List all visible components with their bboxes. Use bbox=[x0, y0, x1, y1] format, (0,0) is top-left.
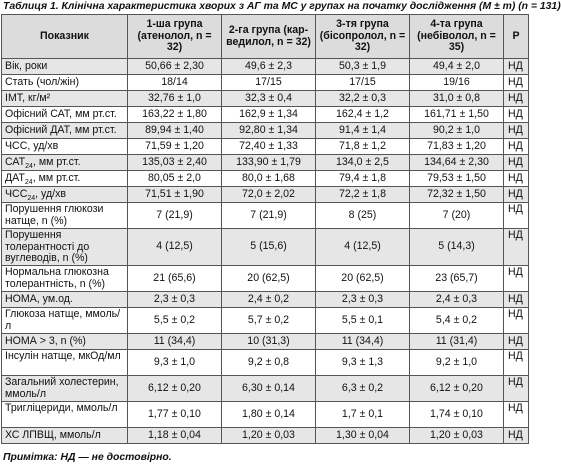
row-label: Стать (чол/жін) bbox=[2, 75, 128, 91]
table-row bbox=[2, 266, 529, 292]
cell-group-4: 2,4 ± 0,3 bbox=[410, 292, 504, 308]
cell-group-4: 79,53 ± 1,50 bbox=[410, 171, 504, 187]
cell-group-2: 162,9 ± 1,34 bbox=[222, 107, 316, 123]
cell-p-value: НД bbox=[504, 187, 529, 203]
row-label: $САТ_{24}$, мм рт.ст. bbox=[2, 155, 128, 171]
cell-p-value: НД bbox=[504, 334, 529, 350]
cell-group-1: 32,76 ± 1,0 bbox=[128, 91, 222, 107]
cell-p-value: НД bbox=[504, 266, 529, 292]
header-p: P bbox=[504, 15, 529, 59]
table-row bbox=[2, 402, 529, 428]
table-row bbox=[2, 75, 529, 91]
header-group-2: 2-га група (кар-ведилол, n = 32) bbox=[222, 15, 316, 59]
cell-p-value: НД bbox=[504, 229, 529, 266]
cell-p-value: НД bbox=[504, 350, 529, 376]
cell-group-2: 9,2 ± 0,8 bbox=[222, 350, 316, 376]
cell-group-3: 71,8 ± 1,2 bbox=[316, 139, 410, 155]
cell-group-2: 2,4 ± 0,2 bbox=[222, 292, 316, 308]
row-label: Тригліцериди, ммоль/л bbox=[2, 402, 128, 428]
cell-p-value: НД bbox=[504, 155, 529, 171]
cell-group-1: 2,3 ± 0,3 bbox=[128, 292, 222, 308]
cell-group-1: 50,66 ± 2,30 bbox=[128, 59, 222, 75]
row-label: Офісний САТ, мм рт.ст. bbox=[2, 107, 128, 123]
row-label: ЧСС, уд/хв bbox=[2, 139, 128, 155]
row-label: Вік, роки bbox=[2, 59, 128, 75]
cell-p-value: НД bbox=[504, 139, 529, 155]
cell-group-1: 4 (12,5) bbox=[128, 229, 222, 266]
cell-group-3: 72,2 ± 1,8 bbox=[316, 187, 410, 203]
cell-group-1: 7 (21,9) bbox=[128, 203, 222, 229]
cell-group-4: 7 (20) bbox=[410, 203, 504, 229]
cell-group-3: 134,0 ± 2,5 bbox=[316, 155, 410, 171]
cell-group-4: 1,74 ± 0,10 bbox=[410, 402, 504, 428]
row-label: Нормальна глюкозна толерантність, n (%) bbox=[2, 266, 128, 292]
table-row bbox=[2, 334, 529, 350]
table-row bbox=[2, 123, 529, 139]
cell-group-3: 4 (12,5) bbox=[316, 229, 410, 266]
cell-group-2: 1,20 ± 0,03 bbox=[222, 428, 316, 444]
cell-group-2: 133,90 ± 1,79 bbox=[222, 155, 316, 171]
cell-p-value: НД bbox=[504, 308, 529, 334]
cell-group-1: 80,05 ± 2,0 bbox=[128, 171, 222, 187]
table-row bbox=[2, 139, 529, 155]
cell-group-3: 162,4 ± 1,2 bbox=[316, 107, 410, 123]
table-row bbox=[2, 229, 529, 266]
cell-group-3: 9,3 ± 1,3 bbox=[316, 350, 410, 376]
row-label: НОМА > 3, n (%) bbox=[2, 334, 128, 350]
cell-group-4: 23 (65,7) bbox=[410, 266, 504, 292]
cell-group-1: 71,59 ± 1,20 bbox=[128, 139, 222, 155]
row-label: Порушення толерантності до вуглеводів, n (%) bbox=[2, 229, 128, 266]
cell-group-4: 90,2 ± 1,0 bbox=[410, 123, 504, 139]
cell-group-1: 135,03 ± 2,40 bbox=[128, 155, 222, 171]
table-row bbox=[2, 203, 529, 229]
cell-group-1: 1,18 ± 0,04 bbox=[128, 428, 222, 444]
cell-group-3: 20 (62,5) bbox=[316, 266, 410, 292]
table-row bbox=[2, 171, 529, 187]
cell-group-3: 32,2 ± 0,3 bbox=[316, 91, 410, 107]
row-label: Інсулін натще, мкОд/мл bbox=[2, 350, 128, 376]
cell-group-2: 5,7 ± 0,2 bbox=[222, 308, 316, 334]
cell-group-2: 72,40 ± 1,33 bbox=[222, 139, 316, 155]
cell-group-4: 134,64 ± 2,30 bbox=[410, 155, 504, 171]
cell-p-value: НД bbox=[504, 75, 529, 91]
cell-group-3: 79,4 ± 1,8 bbox=[316, 171, 410, 187]
cell-group-1: 9,3 ± 1,0 bbox=[128, 350, 222, 376]
cell-group-2: 32,3 ± 0,4 bbox=[222, 91, 316, 107]
cell-group-2: 17/15 bbox=[222, 75, 316, 91]
cell-group-4: 6,12 ± 0,20 bbox=[410, 376, 504, 402]
cell-group-2: 72,0 ± 2,02 bbox=[222, 187, 316, 203]
cell-group-3: 8 (25) bbox=[316, 203, 410, 229]
cell-group-2: 6,30 ± 0,14 bbox=[222, 376, 316, 402]
table-row bbox=[2, 292, 529, 308]
row-label: Офісний ДАТ, мм рт.ст. bbox=[2, 123, 128, 139]
cell-group-1: 1,77 ± 0,10 bbox=[128, 402, 222, 428]
row-label: НОМА, ум.од. bbox=[2, 292, 128, 308]
cell-p-value: НД bbox=[504, 292, 529, 308]
cell-p-value: НД bbox=[504, 171, 529, 187]
cell-group-2: 49,6 ± 2,3 bbox=[222, 59, 316, 75]
cell-group-1: 6,12 ± 0,20 bbox=[128, 376, 222, 402]
cell-group-3: 6,3 ± 0,2 bbox=[316, 376, 410, 402]
cell-group-1: 71,51 ± 1,90 bbox=[128, 187, 222, 203]
cell-group-2: 20 (62,5) bbox=[222, 266, 316, 292]
cell-group-4: 49,4 ± 2,0 bbox=[410, 59, 504, 75]
cell-group-3: 50,3 ± 1,9 bbox=[316, 59, 410, 75]
cell-group-4: 9,2 ± 1,0 bbox=[410, 350, 504, 376]
cell-group-2: 10 (31,3) bbox=[222, 334, 316, 350]
table-row bbox=[2, 59, 529, 75]
cell-p-value: НД bbox=[504, 428, 529, 444]
cell-group-4: 11 (31,4) bbox=[410, 334, 504, 350]
cell-group-1: 163,22 ± 1,80 bbox=[128, 107, 222, 123]
cell-group-3: 11 (34,4) bbox=[316, 334, 410, 350]
cell-group-4: 19/16 bbox=[410, 75, 504, 91]
cell-group-1: 21 (65,6) bbox=[128, 266, 222, 292]
cell-p-value: НД bbox=[504, 123, 529, 139]
cell-p-value: НД bbox=[504, 376, 529, 402]
header-group-1: 1-ша група (атенолол, n = 32) bbox=[128, 15, 222, 59]
header-indicator: Показник bbox=[2, 15, 128, 59]
cell-p-value: НД bbox=[504, 107, 529, 123]
row-label: $ЧСС_{24}$, уд/хв bbox=[2, 187, 128, 203]
cell-p-value: НД bbox=[504, 203, 529, 229]
table-row bbox=[2, 376, 529, 402]
table-row bbox=[2, 350, 529, 376]
cell-group-2: 92,80 ± 1,34 bbox=[222, 123, 316, 139]
row-label: Порушення глюкози натще, n (%) bbox=[2, 203, 128, 229]
clinical-characteristics-table bbox=[1, 14, 529, 444]
cell-group-4: 161,71 ± 1,50 bbox=[410, 107, 504, 123]
cell-p-value: НД bbox=[504, 91, 529, 107]
header-group-3: 3-тя група (бісопролол, n = 32) bbox=[316, 15, 410, 59]
table-body bbox=[2, 59, 529, 444]
cell-group-3: 5,5 ± 0,1 bbox=[316, 308, 410, 334]
row-label: ІМТ, кг/м² bbox=[2, 91, 128, 107]
cell-group-3: 2,3 ± 0,3 bbox=[316, 292, 410, 308]
cell-group-4: 5 (14,3) bbox=[410, 229, 504, 266]
cell-group-2: 5 (15,6) bbox=[222, 229, 316, 266]
row-label: $ДАТ_{24}$, мм рт.ст. bbox=[2, 171, 128, 187]
row-label: Глюкоза натще, ммоль/л bbox=[2, 308, 128, 334]
cell-group-2: 1,80 ± 0,14 bbox=[222, 402, 316, 428]
table-row bbox=[2, 155, 529, 171]
table-row bbox=[2, 107, 529, 123]
table-row bbox=[2, 187, 529, 203]
table-row bbox=[2, 91, 529, 107]
cell-group-4: 72,32 ± 1,50 bbox=[410, 187, 504, 203]
cell-group-2: 7 (21,9) bbox=[222, 203, 316, 229]
row-label: ХС ЛПВЩ, ммоль/л bbox=[2, 428, 128, 444]
cell-group-2: 80,0 ± 1,68 bbox=[222, 171, 316, 187]
cell-group-1: 11 (34,4) bbox=[128, 334, 222, 350]
header-row bbox=[2, 15, 529, 59]
cell-group-4: 71,83 ± 1,20 bbox=[410, 139, 504, 155]
cell-group-3: 1,7 ± 0,1 bbox=[316, 402, 410, 428]
cell-group-4: 5,4 ± 0,2 bbox=[410, 308, 504, 334]
cell-group-3: 17/15 bbox=[316, 75, 410, 91]
cell-group-1: 18/14 bbox=[128, 75, 222, 91]
cell-group-1: 89,94 ± 1,40 bbox=[128, 123, 222, 139]
header-group-4: 4-та група (небіволол, n = 35) bbox=[410, 15, 504, 59]
cell-group-4: 31,0 ± 0,8 bbox=[410, 91, 504, 107]
table-row bbox=[2, 308, 529, 334]
table-note: Примітка: НД — не достовірно. bbox=[3, 452, 172, 463]
table-caption: Таблиця 1. Клінічна характеристика хворих з АГ та МС у групах на початку дослідження (M ± m) (n = 131) bbox=[3, 1, 561, 12]
cell-p-value: НД bbox=[504, 402, 529, 428]
cell-group-4: 1,20 ± 0,03 bbox=[410, 428, 504, 444]
table-row bbox=[2, 428, 529, 444]
cell-group-3: 91,4 ± 1,4 bbox=[316, 123, 410, 139]
cell-group-3: 1,30 ± 0,04 bbox=[316, 428, 410, 444]
cell-group-1: 5,5 ± 0,2 bbox=[128, 308, 222, 334]
cell-p-value: НД bbox=[504, 59, 529, 75]
row-label: Загальний холестерин, ммоль/л bbox=[2, 376, 128, 402]
